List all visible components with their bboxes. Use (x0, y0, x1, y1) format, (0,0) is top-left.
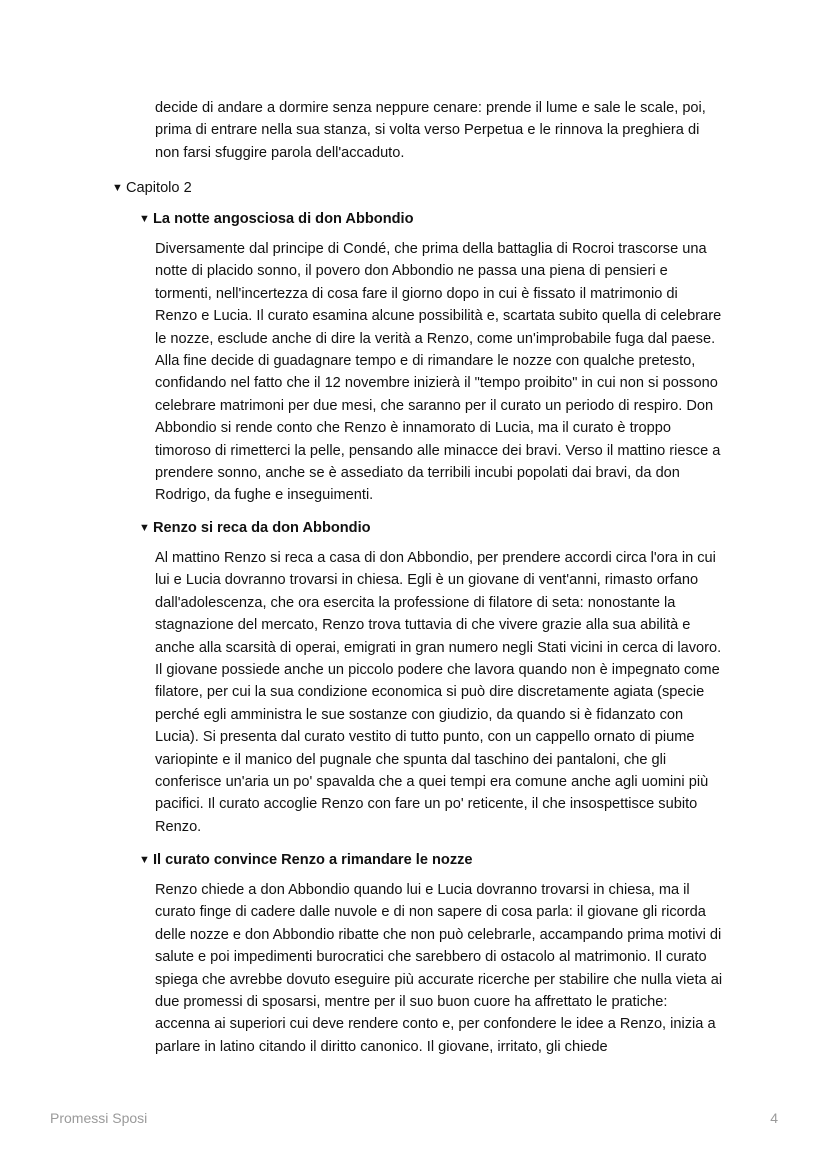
section-toggle-notte[interactable] (139, 208, 414, 230)
section-title: La notte angosciosa di don Abbondio (153, 211, 414, 227)
chapter-title: Capitolo 2 (126, 180, 192, 196)
triangle-down-icon: ▼ (112, 182, 123, 194)
page-number: 4 (770, 1110, 778, 1126)
section-paragraph: Diversamente dal principe di Condé, che prima della battaglia di Rocroi trascorse una notte di placido sonno, il povero don Abbondio ne passa una piena di pensieri e tormenti, nell'incertezza di cosa fare il giorno dopo in cui è fissato il matrimonio di Renzo e Lucia. Il curato esamina alcune possibilità e, scartata subito quella di celebrare le nozze, esclude anche di dire la verità a Renzo, come un'improbabile fuga dal paese. Alla fine decide di guadagnare tempo e di rimandare le nozze con qualche pretesto, confidando nel fatto che il 12 novembre inizierà il "tempo proibito" in cui non si possono celebrare matrimoni per due mesi, che saranno per il curato un periodo di respiro. Don Abbondio si rende conto che Renzo è innamorato di Lucia, ma il curato è troppo timoroso di rimetterci la pelle, pensando alle minacce dei bravi. Verso il mattino riesce a prendere sonno, anche se è assediato da terribili incubi popolati dai bravi, da don Rodrigo, da fughe e inseguimenti. (155, 241, 722, 504)
section-paragraph: Al mattino Renzo si reca a casa di don Abbondio, per prendere accordi circa l'ora in cui lui e Lucia dovranno trovarsi in chiesa. Egli è un giovane di vent'anni, rimasto orfano dall'adolescenza, che ora esercita la professione di filatore di seta: nonostante la stagnazione del mercato, Renzo trova tuttavia di che vivere grazie alla sua abilità e anche alla scarsità di operai, emigrati in gran numero negli Stati vicini in cerca di lavoro. Il giovane possiede anche un piccolo podere che lavora quando non è impegnato come filatore, per cui la sua condizione economica si può dire discretamente agiata (specie perché egli amministra le sue sostanze con giudizio, da quando si è fidanzato con Lucia). Si presenta dal curato vestito di tutto punto, con un cappello ornato di piume variopinte e il manico del pugnale che spunta dal taschino dei pantaloni, che gli conferisce un'aria un po' spavalda che a quei tempi era comune anche agli uomini più pacifici. Il curato accoglie Renzo con fare un po' reticente, il che insospettisce subito Renzo. (155, 550, 722, 835)
chapter-toggle[interactable] (112, 177, 192, 199)
section-toggle-renzo[interactable] (139, 517, 371, 539)
intro-paragraph: decide di andare a dormire senza neppure cenare: prende il lume e sale le scale, poi, prima di entrare nella sua stanza, si volta verso Perpetua e le rinnova la preghiera di non farsi sfuggire parola dell'accaduto. (155, 100, 706, 161)
triangle-down-icon: ▼ (139, 522, 150, 534)
section-paragraph: Renzo chiede a don Abbondio quando lui e Lucia dovranno trovarsi in chiesa, ma il curato finge di cadere dalle nuvole e di non sapere di cosa parla: il giovane gli ricorda delle nozze e don Abbondio ribatte che non può celebrarle, accampando prima motivi di salute e poi impedimenti burocratici che sarebbero di ostacolo al matrimonio. Il curato spiega che avrebbe dovuto eseguire più accurate ricerche per stabilire che nulla vieta ai due promessi di sposarsi, mentre per il suo buon cuore ha affrettato le pratiche: accenna ai superiori cui deve rendere conto e, per confondere le idee a Renzo, inizia a parlare in latino citando il diritto canonico. Il giovane, irritato, gli chiede (155, 882, 723, 1055)
section-title: Renzo si reca da don Abbondio (153, 520, 371, 536)
footer-title: Promessi Sposi (50, 1110, 148, 1126)
section-title: Il curato convince Renzo a rimandare le nozze (153, 852, 473, 868)
section-toggle-curato[interactable] (139, 849, 473, 871)
triangle-down-icon: ▼ (139, 854, 150, 866)
triangle-down-icon: ▼ (139, 213, 150, 225)
